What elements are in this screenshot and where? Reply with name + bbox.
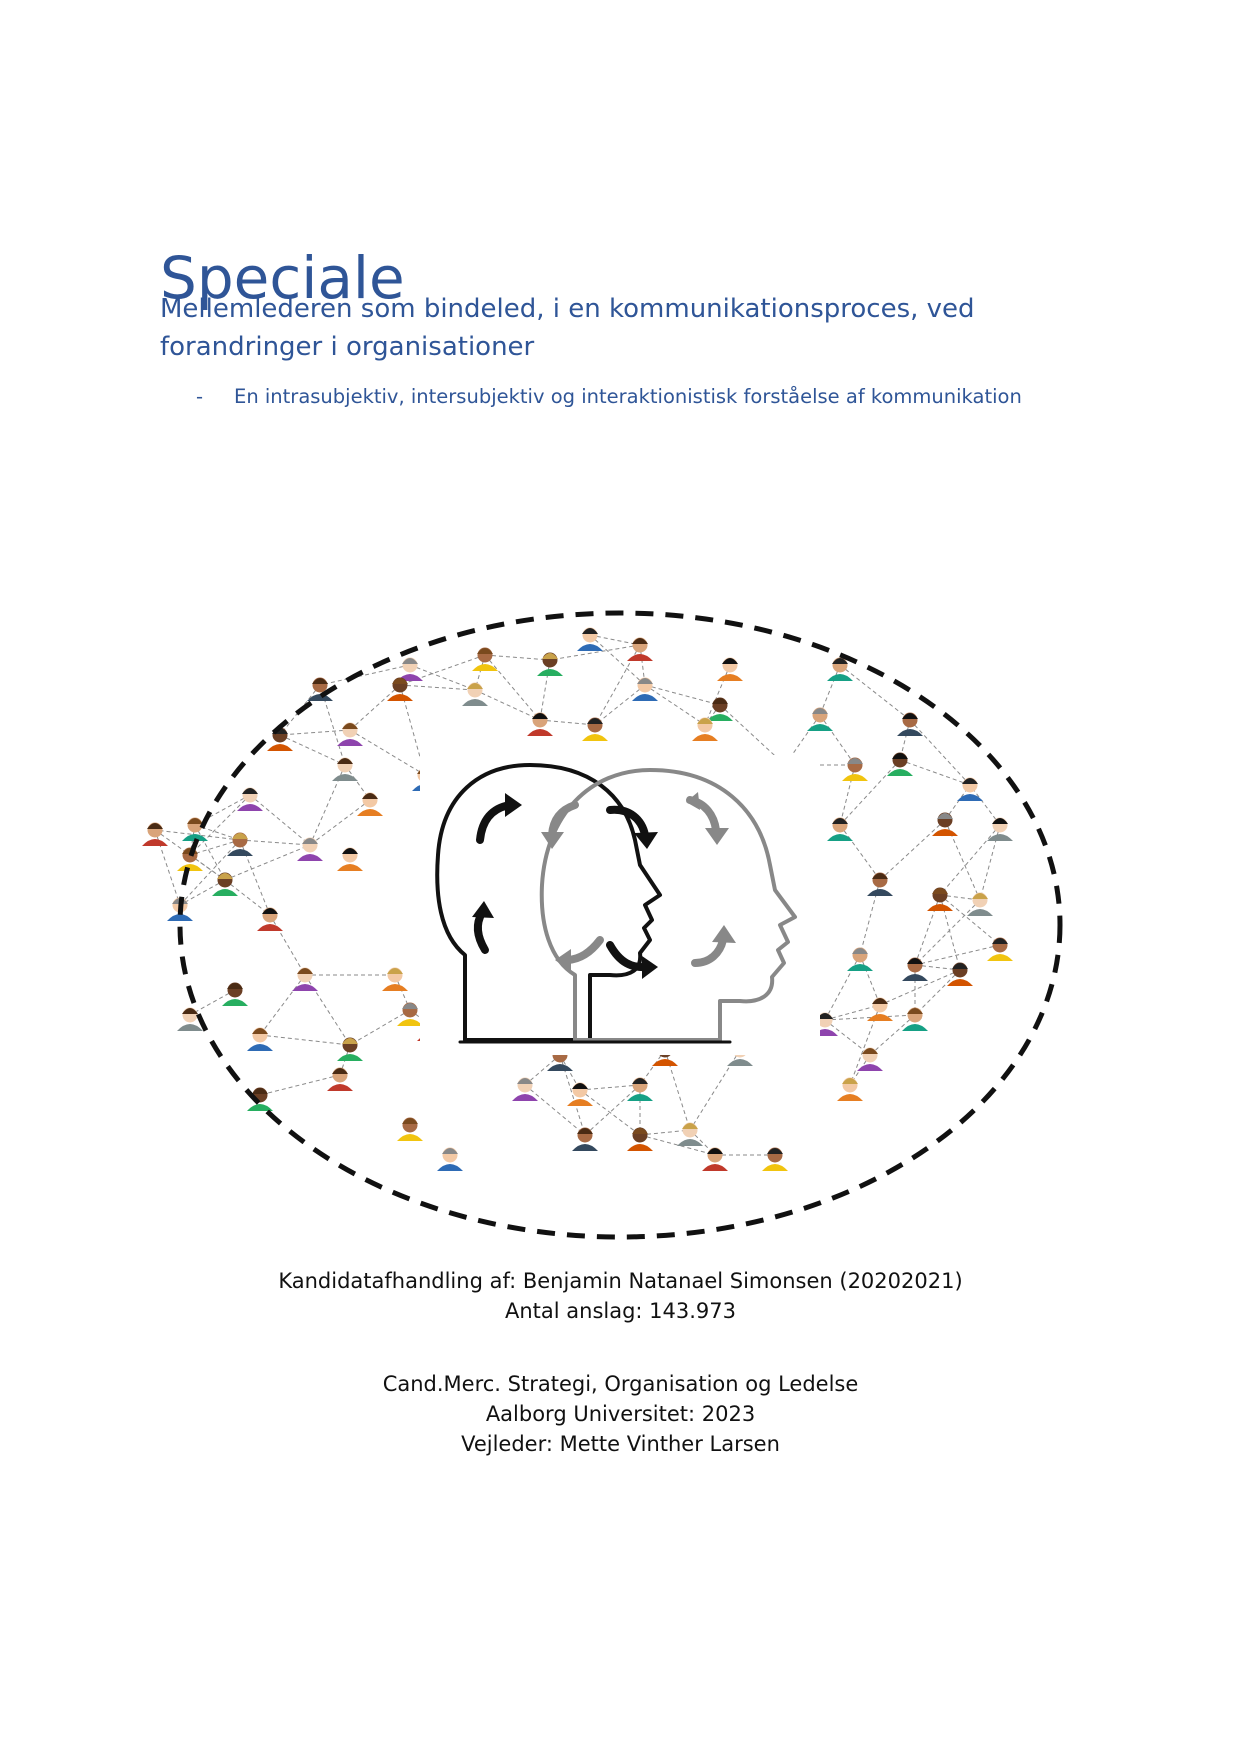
person-icon: [397, 1118, 423, 1142]
network-link: [280, 730, 350, 735]
person-icon: [692, 718, 718, 742]
person-icon: [237, 788, 263, 812]
two-heads-icon: [420, 755, 820, 1055]
network-link: [260, 1035, 350, 1045]
network-link: [580, 1090, 640, 1135]
person-icon: [827, 818, 853, 842]
network-link: [900, 760, 970, 785]
person-icon: [847, 948, 873, 972]
thesis-subtitle: Mellemlederen som bindeled, i en kommunikationsproces, ved forandringer i organisationer: [160, 294, 975, 362]
network-link: [540, 660, 550, 720]
network-link: [595, 685, 645, 725]
person-icon: [702, 1148, 728, 1172]
person-icon: [897, 713, 923, 737]
network-link: [540, 720, 595, 725]
network-link: [350, 1010, 410, 1045]
network-link: [820, 665, 840, 715]
person-icon: [577, 628, 603, 652]
person-icon: [357, 793, 383, 817]
network-link: [580, 1085, 640, 1090]
network-link: [840, 825, 880, 880]
person-icon: [762, 1148, 788, 1172]
person-icon: [707, 698, 733, 722]
author-block: [0, 1266, 1241, 1326]
person-icon: [717, 658, 743, 682]
person-icon: [857, 1048, 883, 1072]
program-block: [0, 1369, 1241, 1459]
person-icon: [382, 968, 408, 992]
network-link: [915, 945, 1000, 965]
network-link: [860, 955, 880, 1005]
network-link: [270, 915, 305, 975]
network-link: [820, 715, 855, 765]
network-link: [645, 685, 705, 725]
network-link: [260, 1075, 340, 1095]
person-icon: [337, 723, 363, 747]
person-icon: [627, 638, 653, 662]
person-icon: [842, 758, 868, 782]
network-link: [240, 840, 310, 845]
bullet-item: [196, 385, 1022, 408]
person-icon: [292, 968, 318, 992]
person-icon: [247, 1028, 273, 1052]
person-icon: [807, 708, 833, 732]
supervisor-line: Vejleder: Mette Vinther Larsen: [461, 1432, 780, 1456]
person-icon: [932, 813, 958, 837]
person-icon: [537, 653, 563, 677]
person-icon: [677, 1123, 703, 1147]
network-link: [825, 1020, 870, 1055]
person-icon: [337, 1038, 363, 1062]
person-icon: [957, 778, 983, 802]
person-icon: [967, 893, 993, 917]
network-link: [410, 665, 475, 690]
person-icon: [867, 873, 893, 897]
person-icon: [582, 718, 608, 742]
network-link: [260, 975, 305, 1035]
person-icon: [337, 848, 363, 872]
person-icon: [567, 1083, 593, 1107]
network-link: [585, 1085, 640, 1135]
network-link: [640, 1130, 690, 1135]
person-icon: [927, 888, 953, 912]
person-icon: [887, 753, 913, 777]
person-icon: [902, 958, 928, 982]
author-line: Kandidatafhandling af: Benjamin Natanael Simonsen (20202021): [278, 1269, 963, 1293]
network-link: [645, 685, 720, 705]
person-icon: [327, 1068, 353, 1092]
character-count-line: Antal anslag: 143.973: [504, 1299, 737, 1323]
program-line: Cand.Merc. Strategi, Organisation og Ledelse: [382, 1372, 859, 1396]
person-icon: [837, 1078, 863, 1102]
network-link: [350, 685, 400, 730]
network-link: [350, 730, 425, 775]
university-line: Aalborg Universitet: 2023: [485, 1402, 756, 1426]
network-illustration: [120, 595, 1120, 1245]
bullet-marker: -: [196, 385, 204, 408]
network-link: [485, 655, 540, 720]
network-link: [940, 895, 1000, 945]
person-icon: [387, 678, 413, 702]
network-link: [910, 720, 970, 785]
person-icon: [222, 983, 248, 1007]
person-icon: [332, 758, 358, 782]
person-icon: [437, 1148, 463, 1172]
person-icon: [257, 908, 283, 932]
network-link: [880, 820, 945, 880]
person-icon: [987, 818, 1013, 842]
network-link: [250, 795, 310, 845]
network-link: [825, 955, 860, 1020]
person-icon: [247, 1088, 273, 1112]
person-icon: [142, 823, 168, 847]
page-title: Speciale: [160, 243, 405, 312]
network-link: [310, 800, 370, 845]
person-icon: [632, 678, 658, 702]
person-icon: [572, 1128, 598, 1152]
network-link: [840, 760, 900, 825]
network-link: [840, 765, 855, 825]
person-icon: [297, 838, 323, 862]
person-icon: [397, 1003, 423, 1027]
network-link: [225, 880, 270, 915]
person-icon: [902, 1008, 928, 1032]
person-icon: [627, 1128, 653, 1152]
person-icon: [397, 658, 423, 682]
network-link: [305, 975, 350, 1045]
bullet-text: En intrasubjektiv, intersubjektiv og interaktionistisk forståelse af kommunikation: [234, 385, 1022, 408]
person-icon: [527, 713, 553, 737]
person-icon: [512, 1078, 538, 1102]
network-link: [640, 1135, 715, 1155]
person-icon: [472, 648, 498, 672]
person-icon: [627, 1078, 653, 1102]
network-link: [485, 655, 550, 660]
person-icon: [987, 938, 1013, 962]
person-icon: [227, 833, 253, 857]
